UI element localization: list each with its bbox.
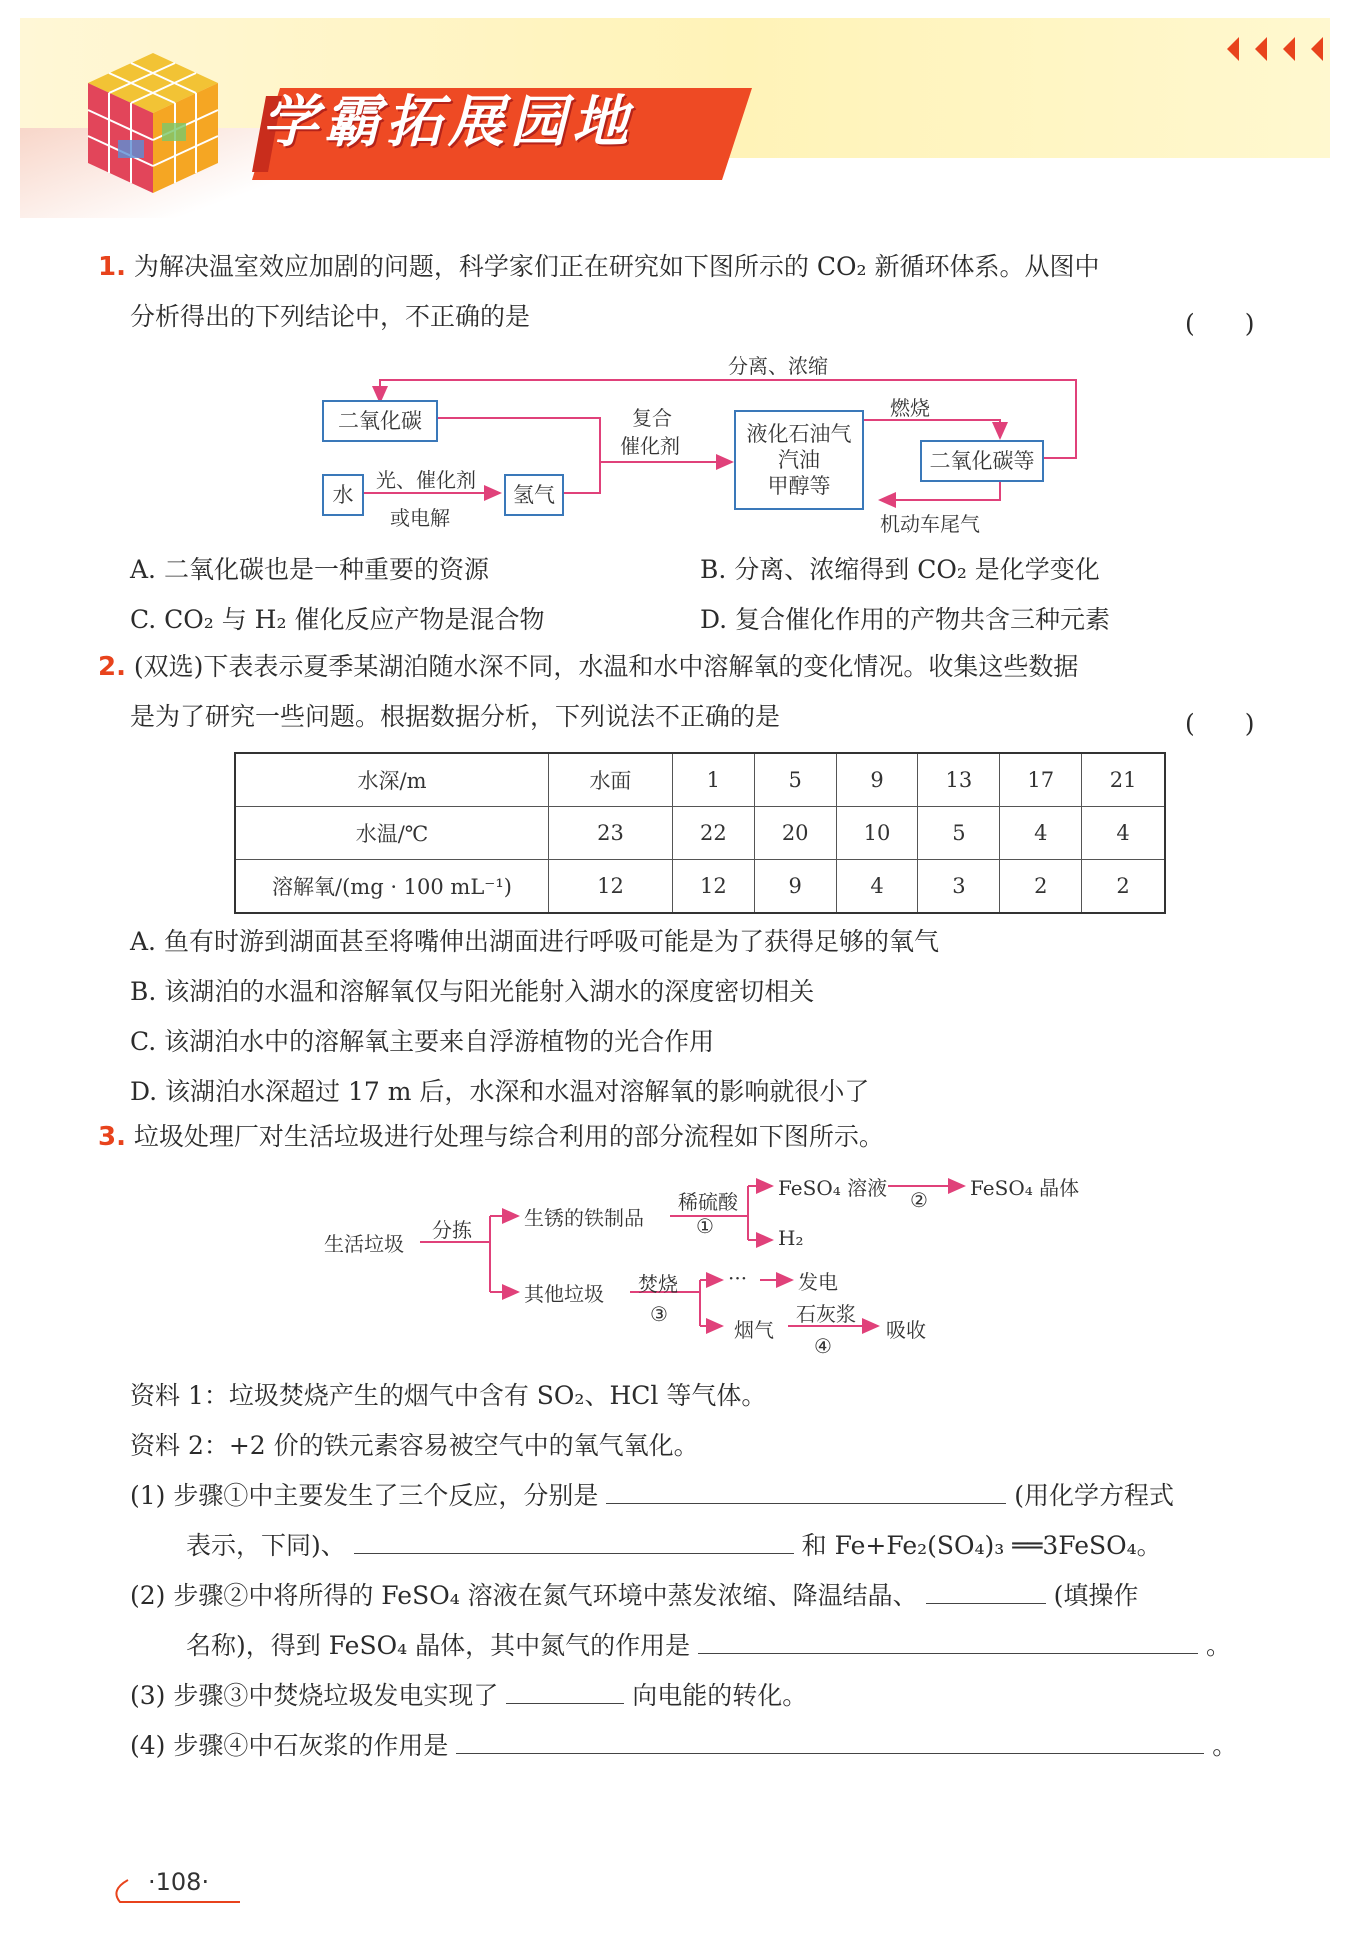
q1-box-water: 水 [322,474,364,516]
q3-sub3-text-b: 向电能的转化。 [632,1681,808,1710]
q1-box-co2-etc: 二氧化碳等 [920,440,1044,482]
table-cell: 4 [1082,807,1165,860]
q3-flow-burn: 焚烧 [638,1272,678,1296]
table-cell: 20 [754,807,836,860]
q3-flow-step4: ④ [814,1334,832,1358]
q3-sub4-text-b: 。 [1212,1731,1238,1760]
q3-flow-dots: ··· [728,1266,748,1290]
table-cell: 22 [672,807,754,860]
q2-answer-paren: ( ) [1185,709,1255,738]
table-cell: 9 [836,753,918,807]
q1-label-catalyst: 光、催化剂 [376,468,476,492]
table-cell: 21 [1082,753,1165,807]
q3-sub2-text-d: 。 [1205,1631,1231,1660]
q2-option-d: D. 该湖泊水深超过 17 m 后，水深和水温对溶解氧的影响就很小了 [130,1077,870,1106]
table-cell: 10 [836,807,918,860]
q3-sub1-text-d: 和 Fe+Fe₂(SO₄)₃ ══3FeSO₄。 [801,1531,1162,1560]
q1-box-hydrogen: 氢气 [504,474,564,516]
q1-label-exhaust: 机动车尾气 [880,512,980,536]
q3-flow-step1: ① [696,1214,714,1238]
page-title: 学霸拓展园地 [262,90,634,155]
q3-number: 3. [98,1122,126,1152]
page-number: ·108· [148,1868,210,1896]
q3-sub1-line1 [130,1476,1174,1512]
q1-stem-1: 为解决温室效应加剧的问题，科学家们正在研究如下图所示的 CO₂ 新循环体系。从图中 [133,252,1100,281]
q3-flow-feso4-crystal: FeSO₄ 晶体 [970,1176,1080,1200]
table-cell: 1 [672,753,754,807]
q1-box-co2: 二氧化碳 [322,400,438,442]
q3-flow-sort: 分拣 [432,1218,472,1242]
q3-sub3-blank[interactable] [506,1677,624,1704]
q3-sub4-line [130,1726,1237,1762]
table-cell: 9 [754,860,836,914]
q3-sub1-blank-1[interactable] [606,1477,1006,1504]
q3-sub1-text-b: (用化学方程式 [1014,1481,1175,1510]
q3-flow-step2: ② [910,1188,928,1212]
q3-sub2-text-c: 名称)，得到 FeSO₄ 晶体，其中氮气的作用是 [186,1631,691,1660]
table-cell: 12 [549,860,673,914]
q3-flow-lime: 石灰浆 [796,1302,856,1326]
q3-sub4-blank[interactable] [456,1727,1204,1754]
table-cell: 水深/m [235,753,549,807]
table-cell: 12 [672,860,754,914]
table-cell: 水面 [549,753,673,807]
q1-label-compound: 复合 [632,406,672,430]
q3-sub3-text-a: (3) 步骤③中焚烧垃圾发电实现了 [130,1681,499,1710]
q2-option-c: C. 该湖泊水中的溶解氧主要来自浮游植物的光合作用 [130,1027,715,1056]
q3-sub2-text-a: (2) 步骤②中将所得的 FeSO₄ 溶液在氮气环境中蒸发浓缩、降温结晶、 [130,1581,918,1610]
table-cell: 3 [918,860,1000,914]
q3-flow-absorb: 吸收 [886,1318,926,1342]
q1-stem-2: 分析得出的下列结论中，不正确的是 [130,302,531,331]
table-cell: 4 [1000,807,1082,860]
q3-flow-start: 生活垃圾 [324,1232,404,1256]
q3-flow-feso4-solution: FeSO₄ 溶液 [778,1176,888,1200]
table-cell: 5 [918,807,1000,860]
q2-stem-2: 是为了研究一些问题。根据数据分析，下列说法不正确的是 [130,702,781,731]
q3-sub1-line2 [186,1526,1162,1562]
table-cell: 溶解氧/(mg · 100 mL⁻¹) [235,860,549,914]
q1-option-d: D. 复合催化作用的产物共含三种元素 [700,605,1111,634]
q3-flow-h2: H₂ [778,1226,804,1250]
q1-label-separate: 分离、浓缩 [728,354,828,378]
q3-flow-other-waste: 其他垃圾 [524,1282,604,1306]
q3-stem-1: 垃圾处理厂对生活垃圾进行处理与综合利用的部分流程如下图所示。 [133,1122,884,1151]
q3-flow-rusty-iron: 生锈的铁制品 [524,1206,644,1230]
q3-sub2-line1 [130,1576,1138,1612]
q3-sub2-text-b: (填操作 [1053,1581,1139,1610]
q3-flow-acid: 稀硫酸 [678,1190,738,1214]
q2-option-b: B. 该湖泊的水温和溶解氧仅与阳光能射入湖水的深度密切相关 [130,977,815,1006]
q3-info-2: 资料 2：+2 价的铁元素容易被空气中的氧气氧化。 [130,1431,699,1460]
q1-product-methanol: 甲醇等 [767,474,831,498]
q3-sub1-text-a: (1) 步骤①中主要发生了三个反应，分别是 [130,1481,599,1510]
table-cell: 5 [754,753,836,807]
q1-label-electrolysis: 或电解 [390,506,450,530]
q3-sub1-blank-2[interactable] [354,1527,794,1554]
table-cell: 13 [918,753,1000,807]
q3-flow-smoke: 烟气 [734,1318,774,1342]
q3-sub2-blank-2[interactable] [698,1627,1198,1654]
table-cell: 4 [836,860,918,914]
q1-product-gasoline: 汽油 [778,448,820,472]
table-cell: 2 [1082,860,1165,914]
table-cell: 17 [1000,753,1082,807]
q1-option-b: B. 分离、浓缩得到 CO₂ 是化学变化 [700,555,1100,584]
q3-flow-power: 发电 [798,1270,838,1294]
table-cell: 水温/℃ [235,807,549,860]
q1-option-a: A. 二氧化碳也是一种重要的资源 [130,555,489,584]
q3-sub3-line [130,1676,807,1712]
table-cell: 2 [1000,860,1082,914]
q2-stem-1: (双选)下表表示夏季某湖泊随水深不同，水温和水中溶解氧的变化情况。收集这些数据 [133,652,1079,681]
q3-sub2-line2 [186,1626,1231,1662]
q1-option-c: C. CO₂ 与 H₂ 催化反应产物是混合物 [130,605,545,634]
q3-flow-step3: ③ [650,1302,668,1326]
q2-option-a: A. 鱼有时游到湖面甚至将嘴伸出湖面进行呼吸可能是为了获得足够的氧气 [130,927,939,956]
q3-sub1-text-c: 表示，下同)、 [186,1531,346,1560]
q1-label-burn: 燃烧 [890,396,930,420]
q1-label-compound-catalyst: 催化剂 [620,434,680,458]
q3-sub2-blank-1[interactable] [926,1577,1046,1604]
table-cell: 23 [549,807,673,860]
q3-sub4-text-a: (4) 步骤④中石灰浆的作用是 [130,1731,449,1760]
q1-product-lpg: 液化石油气 [746,422,852,446]
q3-info-1: 资料 1：垃圾焚烧产生的烟气中含有 SO₂、HCl 等气体。 [130,1381,767,1410]
q2-number: 2. [98,652,126,682]
q1-answer-paren: ( ) [1185,309,1255,338]
q1-number: 1. [98,252,126,282]
